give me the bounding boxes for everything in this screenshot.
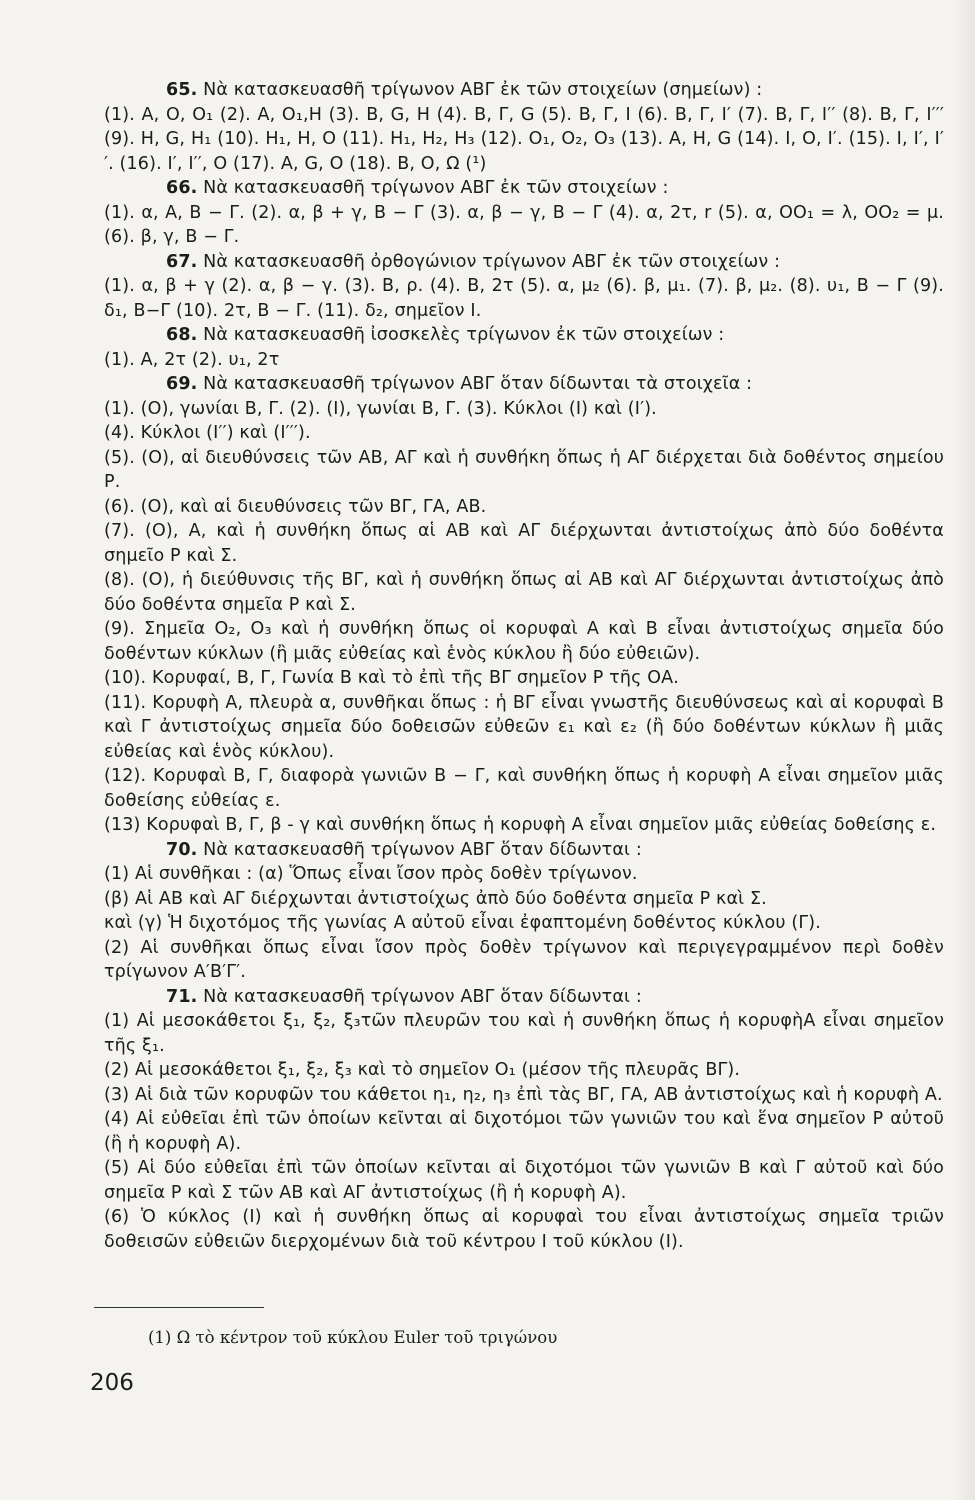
paragraph-text: (6). (Ο), καὶ αἱ διευθύνσεις τῶν ΒΓ, ΓΑ, ΑΒ. [104,496,487,517]
paragraph-text: (12). Κορυφαὶ Β, Γ, διαφορὰ γωνιῶν Β − Γ, καὶ συνθήκη ὅπως ἡ κορυφὴ Α εἶναι σημεῖον μιᾶς δοθείσης εὐθείας ε. [104,766,944,811]
exercise-item [104,103,944,177]
paragraph-text: (3) Αἱ διὰ τῶν κορυφῶν του κάθετοι η₁, η₂, η₃ ἐπὶ τὰς ΒΓ, ΓΑ, ΑΒ ἀντιστοίχως καὶ ἡ κορυφὴ Α. [104,1084,943,1105]
exercise-item [104,568,944,617]
exercise-item [104,397,944,422]
paragraph-text: καὶ (γ) Ἡ διχοτόμος τῆς γωνίας Α αὐτοῦ εἶναι ἐφαπτομένη δοθέντος κύκλου (Γ). [104,913,821,933]
exercise-item [104,764,944,813]
exercise-heading [104,985,944,1010]
exercise-item [104,1156,944,1205]
exercise-item [104,813,944,838]
paragraph-text: Νὰ κατασκευασθῆ τρίγωνον ΑΒΓ ὅταν δίδωνται : [197,839,642,860]
exercise-item [104,617,944,666]
page-number: 206 [90,1370,134,1396]
exercise-heading [104,250,944,275]
exercise-item [104,911,944,936]
paragraph-text: (1) Αἱ συνθῆκαι : (α) Ὅπως εἶναι ἴσον πρὸς δοθὲν τρίγωνον. [104,864,638,884]
paragraph-text: (11). Κορυφὴ Α, πλευρὰ α, συνθῆκαι ὅπως : ἡ ΒΓ εἶναι γνωστῆς διευθύνσεως καὶ αἱ κορυφαὶ Β καὶ Γ ἀντιστοίχως σημεῖα δύο δοθεισῶν εὐθεῶν ε₁ καὶ ε₂ (ἢ δύο δοθέντων κύκλων ἢ μιᾶς εὐθείας καὶ ἑνὸς κύκλου). [104,692,944,762]
paragraph-text: (13) Κορυφαὶ Β, Γ, β - γ καὶ συνθήκη ὅπως ἡ κορυφὴ Α εἶναι σημεῖον μιᾶς εὐθείας δοθείσης ε. [104,815,937,835]
exercise-number: 70. [166,839,198,860]
exercise-item [104,862,944,887]
footnote-separator [94,1307,264,1308]
exercise-item [104,446,944,495]
exercise-item [104,1205,944,1254]
exercise-number: 71. [166,986,198,1007]
paragraph-text: Νὰ κατασκευασθῆ τρίγωνον ΑΒΓ ὅταν δίδωνται τὰ στοιχεῖα : [197,374,753,394]
paragraph-text: (1). (Ο), γωνίαι Β, Γ. (2). (Ι), γωνίαι Β, Γ. (3). Κύκλοι (Ι) καὶ (Ι′). [104,398,657,419]
paragraph-text: Νὰ κατασκευασθῆ τρίγωνον ΑΒΓ ὅταν δίδωνται : [197,986,642,1007]
paragraph-text: (5) Αἱ δύο εὐθεῖαι ἐπὶ τῶν ὁποίων κεῖνται αἱ διχοτόμοι τῶν γωνιῶν Β καὶ Γ αὐτοῦ καὶ δύο σημεῖα Ρ καὶ Σ τῶν ΑΒ καὶ ΑΓ ἀντιστοίχως (ἢ ἡ κορυφὴ Α). [104,1158,944,1203]
exercise-heading [104,323,944,348]
exercise-number: 68. [166,325,198,345]
paragraph-text: (9). Σημεῖα Ο₂, Ο₃ καὶ ἡ συνθήκη ὅπως οἱ κορυφαὶ Α καὶ Β εἶναι ἀντιστοίχως σημεῖα δύο δοθέντων κύκλων (ἢ μιᾶς εὐθείας καὶ ἑνὸς κύκλου ἢ δύο εὐθειῶν). [104,619,944,664]
paragraph-text: (10). Κορυφαί, Β, Γ, Γωνία Β καὶ τὸ ἐπὶ τῆς ΒΓ σημεῖον Ρ τῆς ΟΑ. [104,668,679,688]
paragraph-text: (2) Αἱ μεσοκάθετοι ξ₁, ξ₂, ξ₃ καὶ τὸ σημεῖον Ο₁ (μέσον τῆς πλευρᾶς ΒΓ). [104,1060,741,1080]
exercise-text-block [104,78,944,1254]
exercise-number: 67. [166,251,198,272]
footnote: (1) Ω τὸ κέντρον τοῦ κύκλου Euler τοῦ τριγώνου [148,1328,558,1347]
exercise-item [104,1107,944,1156]
paragraph-text: (β) Αἱ ΑΒ καὶ ΑΓ διέρχωνται ἀντιστοίχως ἀπὸ δύο δοθέντα σημεῖα Ρ καὶ Σ. [104,888,767,909]
exercise-heading [104,78,944,103]
exercise-item [104,201,944,250]
page-edge-shadow [953,0,975,1500]
exercise-item [104,421,944,446]
paragraph-text: Νὰ κατασκευασθῆ ἰσοσκελὲς τρίγωνον ἐκ τῶν στοιχείων : [197,325,725,345]
exercise-item [104,936,944,985]
paragraph-text: (4) Αἱ εὐθεῖαι ἐπὶ τῶν ὁποίων κεῖνται αἱ διχοτόμοι τῶν γωνιῶν του καὶ ἕνα σημεῖον Ρ αὐτοῦ (ἢ ἡ κορυφὴ Α). [104,1109,944,1154]
exercise-item [104,274,944,323]
paragraph-text: Νὰ κατασκευασθῆ τρίγωνον ΑΒΓ ἐκ τῶν στοιχείων : [197,178,669,198]
exercise-heading [104,372,944,397]
paragraph-text: Νὰ κατασκευασθῆ τρίγωνον ΑΒΓ ἐκ τῶν στοιχείων (σημείων) : [197,80,763,100]
exercise-heading [104,176,944,201]
exercise-number: 69. [166,374,198,394]
exercise-item [104,691,944,765]
exercise-item [104,348,944,373]
exercise-item [104,1009,944,1058]
exercise-number: 66. [166,178,198,198]
paragraph-text: (5). (Ο), αἱ διευθύνσεις τῶν ΑΒ, ΑΓ καὶ ἡ συνθήκη ὅπως ἡ ΑΓ διέρχεται διὰ δοθέντος σημείου Ρ. [104,447,944,492]
paragraph-text: (7). (Ο), Α, καὶ ἡ συνθήκη ὅπως αἱ ΑΒ καὶ ΑΓ διέρχωνται ἀντιστοίχως ἀπὸ δύο δοθέντα σημεῖο Ρ καὶ Σ. [104,521,944,566]
exercise-item [104,1083,944,1108]
exercise-number: 65. [166,80,198,100]
paragraph-text: Νὰ κατασκευασθῆ ὀρθογώνιον τρίγωνον ΑΒΓ ἐκ τῶν στοιχείων : [197,251,781,272]
paragraph-text: (1) Αἱ μεσοκάθετοι ξ₁, ξ₂, ξ₃τῶν πλευρῶν του καὶ ἡ συνθήκη ὅπως ἡ κορυφὴΑ εἶναι σημεῖον τῆς ξ₁. [104,1011,944,1056]
paragraph-text: (1). Α, 2τ (2). υ₁, 2τ [104,349,280,370]
exercise-item [104,666,944,691]
paragraph-text: (6) Ὁ κύκλος (Ι) καὶ ἡ συνθήκη ὅπως αἱ κορυφαὶ του εἶναι ἀντιστοίχως σημεῖα τριῶν δοθεισῶν εὐθειῶν διερχομένων διὰ τοῦ κέντρου Ι τοῦ κύκλου (Ι). [104,1207,944,1252]
paragraph-text: (1). α, β + γ (2). α, β − γ. (3). Β, ρ. (4). Β, 2τ (5). α, μ₂ (6). β, μ₁. (7). β, μ₂. (8). υ₁, Β − Γ (9). δ₁, Β−Γ (10). 2τ, Β − Γ. (11). δ₂, σημεῖον Ι. [104,276,944,321]
paragraph-text: (1). Α, Ο, Ο₁ (2). Α, Ο₁,Η (3). Β, G, Η (4). Β, Γ, G (5). Β, Γ, Ι (6). Β, Γ, Ι′ (7). Β, Γ, Ι′′ (8). Β, Γ, Ι′′′ (9). Η, G, Η₁ (10). Η₁, Η, Ο (11). Η₁, Η₂, Η₃ (12). Ο₁, Ο₂, Ο₃ (13). Α, Η, G (14). Ι, Ο, Ι′. (15). Ι, Ι′, Ι′′. (16). Ι′, Ι′′, Ο (17). Α, G, Ο (18). Β, Ο, Ω (¹) [104,104,944,174]
exercise-item [104,519,944,568]
exercise-heading [104,838,944,863]
exercise-item [104,887,944,912]
exercise-item [104,1058,944,1083]
paragraph-text: (1). α, Α, Β − Γ. (2). α, β + γ, Β − Γ (3). α, β − γ, Β − Γ (4). α, 2τ, r (5). α, ΟΟ₁ = λ, ΟΟ₂ = μ. (6). β, γ, Β − Γ. [104,202,944,247]
paragraph-text: (4). Κύκλοι (Ι′′) καὶ (Ι′′′). [104,423,311,443]
paragraph-text: (8). (Ο), ἡ διεύθυνσις τῆς ΒΓ, καὶ ἡ συνθήκη ὅπως αἱ ΑΒ καὶ ΑΓ διέρχωνται ἀντιστοίχως ἀπὸ δύο δοθέντα σημεῖα Ρ καὶ Σ. [104,570,944,615]
exercise-item [104,495,944,520]
paragraph-text: (2) Αἱ συνθῆκαι ὅπως εἶναι ἴσον πρὸς δοθὲν τρίγωνον καὶ περιγεγραμμένον περὶ δοθὲν τρίγωνον Α′Β′Γ′. [104,937,944,982]
